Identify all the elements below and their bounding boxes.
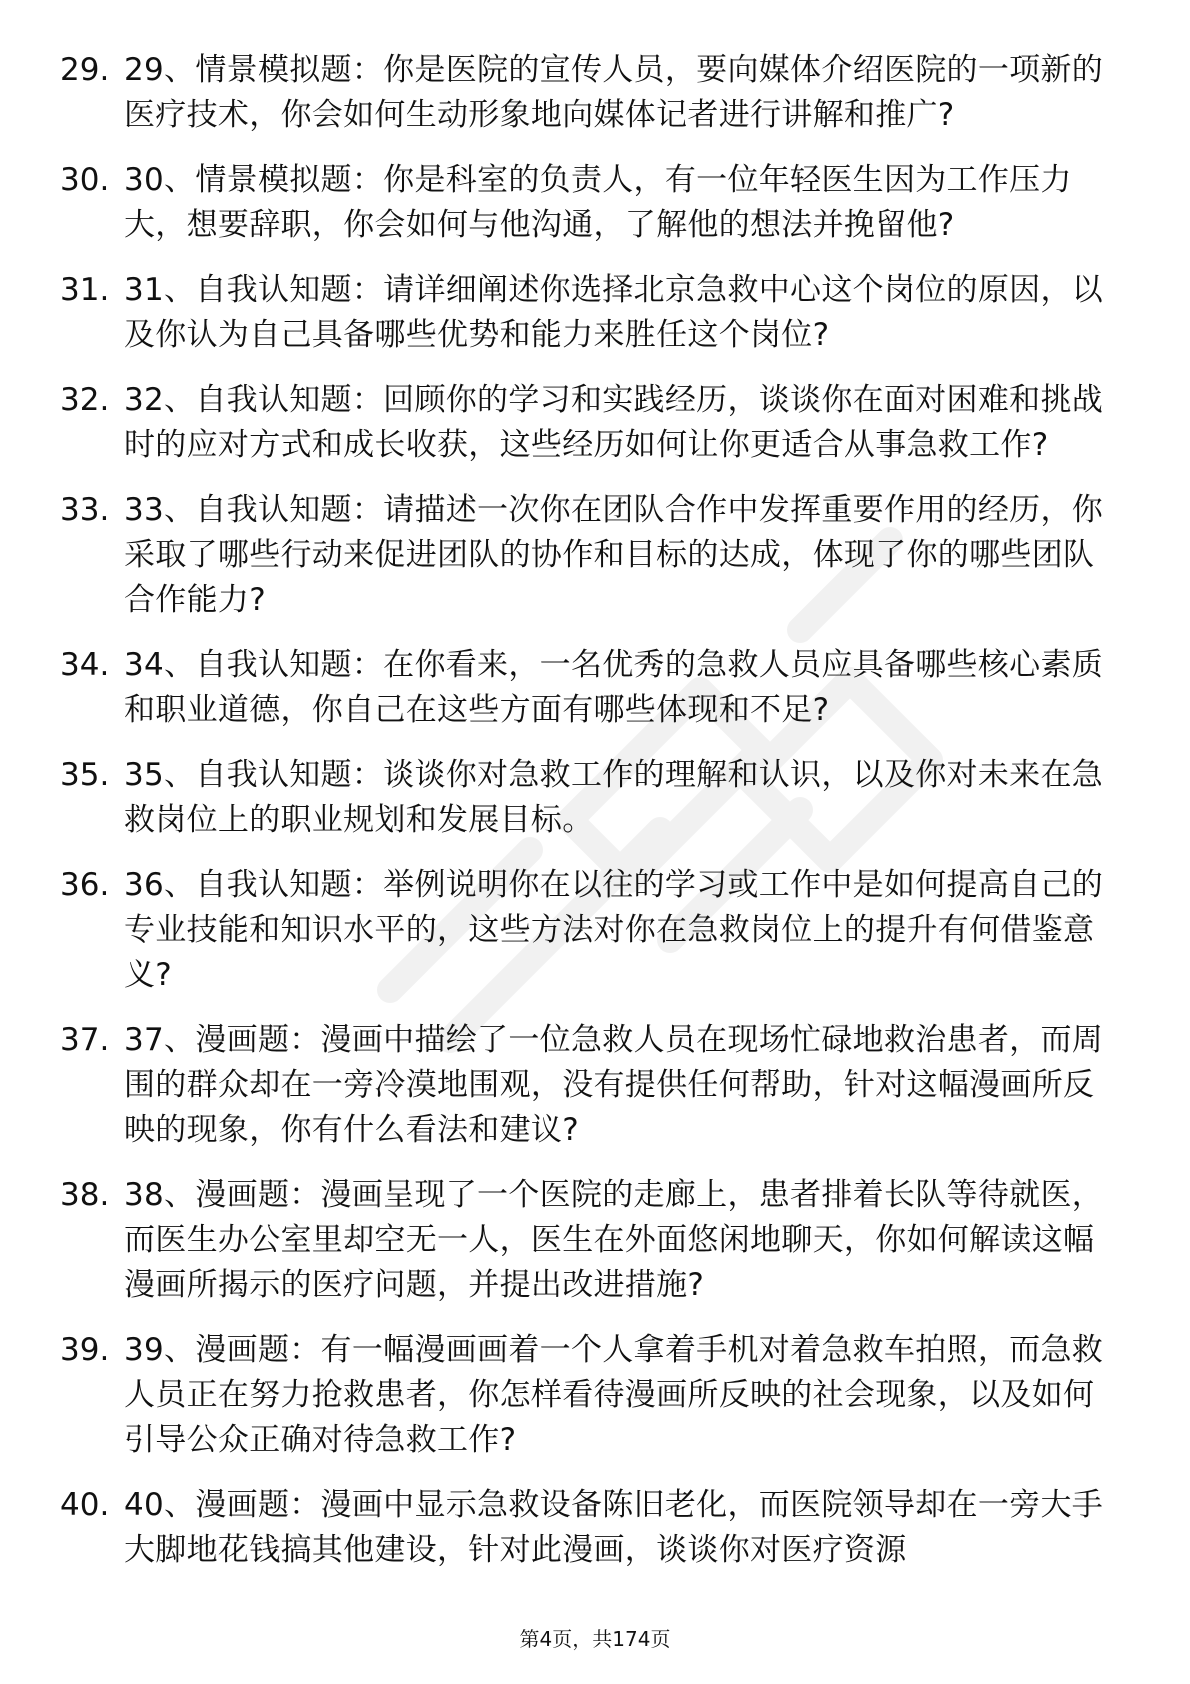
- question-number: 30.: [60, 162, 110, 198]
- question-number: 34.: [60, 647, 110, 683]
- question-item: [60, 1328, 1120, 1463]
- question-text: 34、自我认知题：在你看来，一名优秀的急救人员应具备哪些核心素质和职业道德，你自己在这些方面有哪些体现和不足?: [124, 647, 1104, 728]
- question-number: 32.: [60, 382, 110, 418]
- question-number: 36.: [60, 867, 110, 903]
- question-text: 30、情景模拟题：你是科室的负责人，有一位年轻医生因为工作压力大，想要辞职，你会如何与他沟通，了解他的想法并挽留他?: [124, 162, 1072, 243]
- question-text: 37、漫画题：漫画中描绘了一位急救人员在现场忙碌地救治患者，而周围的群众却在一旁冷漠地围观，没有提供任何帮助，针对这幅漫画所反映的现象，你有什么看法和建议?: [124, 1022, 1104, 1148]
- question-number: 35.: [60, 757, 110, 793]
- question-number: 39.: [60, 1332, 110, 1368]
- question-item: [60, 488, 1120, 623]
- question-text: 38、漫画题：漫画呈现了一个医院的走廊上，患者排着长队等待就医，而医生办公室里却空无一人，医生在外面悠闲地聊天，你如何解读这幅漫画所揭示的医疗问题，并提出改进措施?: [124, 1177, 1104, 1303]
- question-item: [60, 753, 1120, 843]
- question-text: 31、自我认知题：请详细阐述你选择北京急救中心这个岗位的原因，以及你认为自己具备哪些优势和能力来胜任这个岗位?: [124, 272, 1104, 353]
- question-number: 33.: [60, 492, 110, 528]
- question-number: 38.: [60, 1177, 110, 1213]
- question-number: 37.: [60, 1022, 110, 1058]
- question-list: [60, 48, 1120, 1593]
- question-text: 35、自我认知题：谈谈你对急救工作的理解和认识，以及你对未来在急救岗位上的职业规划和发展目标。: [124, 757, 1104, 838]
- question-item: [60, 1018, 1120, 1153]
- question-text: 33、自我认知题：请描述一次你在团队合作中发挥重要作用的经历，你采取了哪些行动来促进团队的协作和目标的达成，体现了你的哪些团队合作能力?: [124, 492, 1104, 618]
- question-item: [60, 863, 1120, 998]
- question-item: [60, 643, 1120, 733]
- question-item: [60, 48, 1120, 138]
- question-number: 29.: [60, 52, 110, 88]
- question-text: 29、情景模拟题：你是医院的宣传人员，要向媒体介绍医院的一项新的医疗技术，你会如何生动形象地向媒体记者进行讲解和推广?: [124, 52, 1104, 133]
- question-text: 40、漫画题：漫画中显示急救设备陈旧老化，而医院领导却在一旁大手大脚地花钱搞其他建设，针对此漫画，谈谈你对医疗资源: [124, 1487, 1104, 1568]
- question-text: 36、自我认知题：举例说明你在以往的学习或工作中是如何提高自己的专业技能和知识水平的，这些方法对你在急救岗位上的提升有何借鉴意义?: [124, 867, 1104, 993]
- question-text: 39、漫画题：有一幅漫画画着一个人拿着手机对着急救车拍照，而急救人员正在努力抢救患者，你怎样看待漫画所反映的社会现象，以及如何引导公众正确对待急救工作?: [124, 1332, 1104, 1458]
- question-item: [60, 268, 1120, 358]
- question-item: [60, 378, 1120, 468]
- question-item: [60, 158, 1120, 248]
- question-number: 31.: [60, 272, 110, 308]
- page-number: 第4页，共174页: [519, 1627, 671, 1651]
- question-item: [60, 1483, 1120, 1573]
- question-text: 32、自我认知题：回顾你的学习和实践经历，谈谈你在面对困难和挑战时的应对方式和成长收获，这些经历如何让你更适合从事急救工作?: [124, 382, 1104, 463]
- question-item: [60, 1173, 1120, 1308]
- question-number: 40.: [60, 1487, 110, 1523]
